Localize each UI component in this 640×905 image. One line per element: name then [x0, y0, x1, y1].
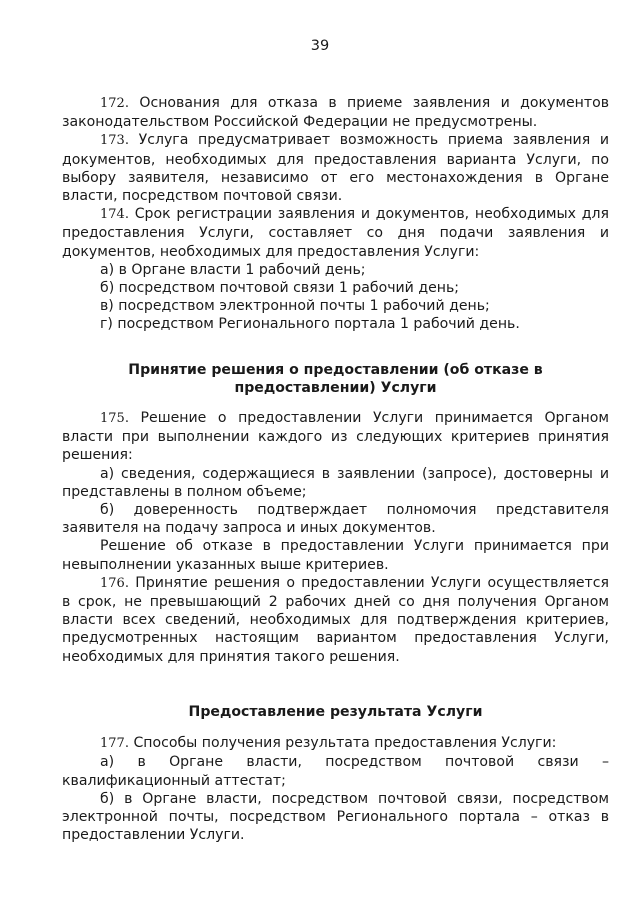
- paragraph-text: Способы получения результата предоставления Услуги:: [133, 735, 557, 752]
- list-item-174-d: г) посредством Регионального портала 1 рабочий день.: [100, 316, 520, 333]
- section-heading-decision: Принятие решения о предоставлении (об отказе в предоставлении) Услуги: [128, 361, 543, 396]
- paragraph-173: [62, 131, 609, 205]
- paragraph-text: Услуга предусматривает возможность приема заявления и документов, необходимых для предоставления варианта Услуги, по выбору заявителя, независимо от его местонахождения в Органе власти, посредством почтовой связи.: [62, 132, 610, 205]
- paragraph-174: [62, 205, 609, 261]
- list-item-175-a: а) сведения, содержащиеся в заявлении (запросе), достоверны и представлены в полном объеме;: [62, 465, 609, 500]
- paragraph-text: Срок регистрации заявления и документов, необходимых для предоставления Услуги, составляет со дня подачи заявления и документов, необходимых для предоставления Услуги:: [62, 206, 609, 260]
- paragraph-text: Решение о предоставлении Услуги принимается Органом власти при выполнении каждого из следующих критериев принятия решения:: [62, 410, 609, 464]
- list-item-175-b: б) доверенность подтверждает полномочия представителя заявителя на подачу запроса и иных документов.: [62, 502, 609, 537]
- section-heading-result: Предоставление результата Услуги: [188, 703, 483, 720]
- paragraph-number: 176.: [100, 575, 129, 591]
- paragraph-number: 175.: [100, 411, 129, 427]
- list-item-177-b: б) в Органе власти, посредством почтовой связи, посредством электронной почты, посредством Регионального портала – отказ в предоставлении Услуги.: [62, 790, 609, 844]
- paragraph-172: [62, 94, 609, 131]
- page-number: 39: [310, 38, 330, 54]
- paragraph-number: 173.: [100, 133, 129, 149]
- paragraph-text: Основания для отказа в приеме заявления и документов законодательством Российской Федерации не предусмотрены.: [62, 95, 610, 131]
- paragraph-number: 172.: [100, 96, 129, 111]
- list-item-174-c: в) посредством электронной почты 1 рабочий день;: [100, 298, 490, 315]
- list-item-174-b: б) посредством почтовой связи 1 рабочий день;: [100, 280, 460, 297]
- list-item-174-a: а) в Органе власти 1 рабочий день;: [100, 261, 366, 278]
- paragraph-number: 174.: [100, 207, 129, 223]
- paragraph-number: 177.: [100, 736, 129, 752]
- paragraph-177: [62, 734, 609, 753]
- paragraph-176: [62, 574, 609, 666]
- paragraph-text: Принятие решения о предоставлении Услуги осуществляется в срок, не превышающий 2 рабочих дней со дня получения Органом власти всех сведений, необходимых для подтверждения критериев, предусмотренных настоящим вариантом предоставления Услуги, необходимых для принятия такого решения.: [62, 574, 609, 665]
- page-content: [62, 94, 609, 844]
- list-item-177-a: а) в Органе власти, посредством почтовой связи – квалификационный аттестат;: [62, 754, 609, 789]
- paragraph-refusal: Решение об отказе в предоставлении Услуги принимается при невыполнении указанных выше критериев.: [62, 538, 609, 573]
- paragraph-175: [62, 409, 609, 465]
